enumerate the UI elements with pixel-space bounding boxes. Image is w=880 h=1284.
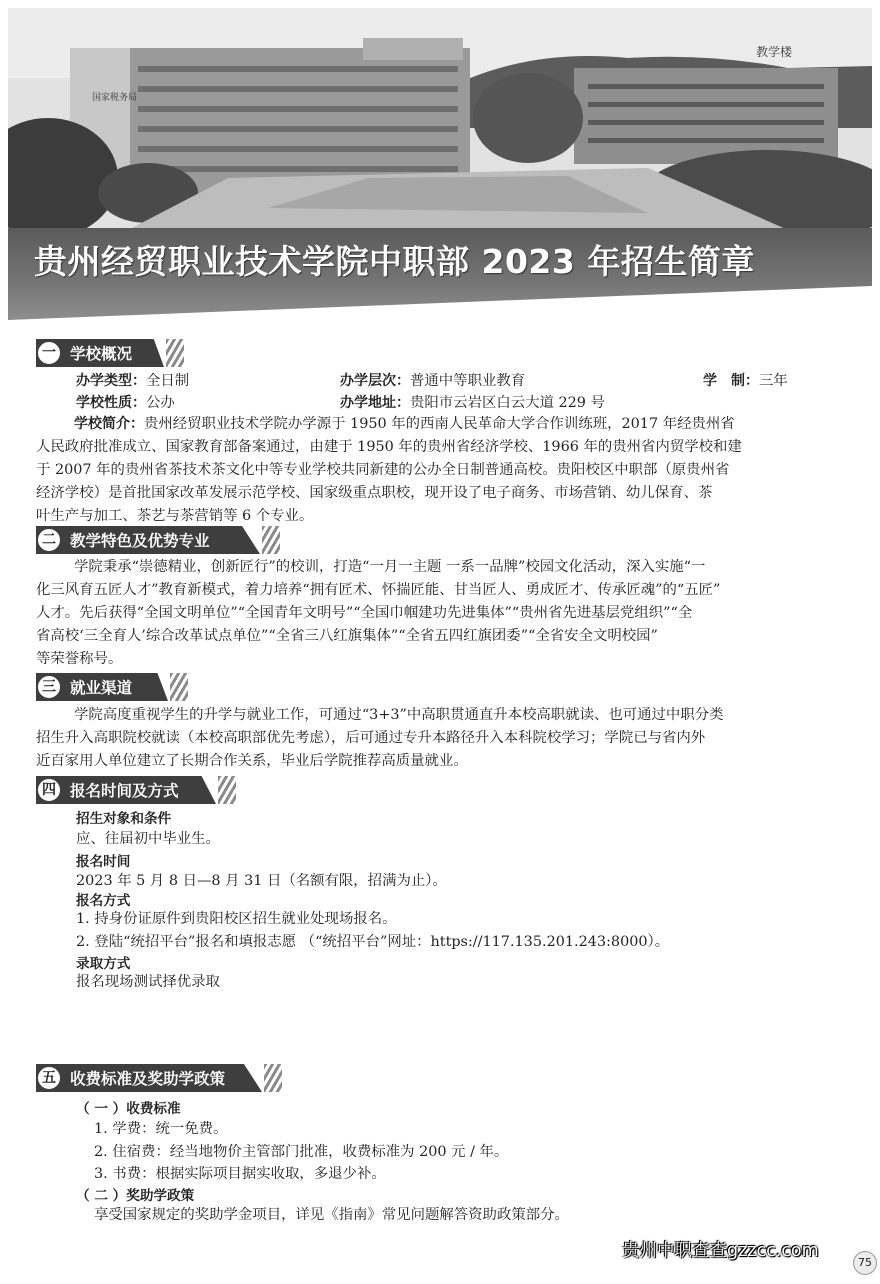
section-title: 收费标准及奖助学政策 [70,1070,226,1088]
info-address [340,391,605,412]
level-label: 办学层次： [340,373,410,389]
section-title: 学校概况 [70,345,133,363]
section-number: 三 [36,674,62,700]
fees-subheading: （ 一 ）收费标准 [76,1101,181,1117]
section-number: 五 [36,1065,62,1091]
aid-subheading: （ 二 ）奖助学政策 [76,1188,195,1204]
section-title: 就业渠道 [70,679,133,697]
page-number: 75 [853,1251,877,1275]
page-title: 贵州经贸职业技术学院中职部 2023 年招生简章 [34,242,755,281]
section-number: 二 [36,527,62,553]
intro-label: 学校简介： [74,416,144,432]
method-item-1: 1. 持身份证原件到贵阳校区招生就业处现场报名。 [76,911,397,927]
nature-value: 公办 [146,395,175,411]
target-text: 应、往届初中毕业生。 [76,831,220,847]
admit-heading: 录取方式 [76,956,131,972]
section-header-employment [36,673,196,701]
fee-item-3: 3. 书费：根据实际项目据实收取，多退少补。 [94,1166,386,1182]
method-item-2: 2. 登陆“统招平台”报名和填报志愿 （“统招平台”网址：https://117.135.201.243:8000）。 [76,934,670,950]
years-label: 学 制： [703,373,759,389]
level-value: 普通中等职业教育 [410,373,526,389]
target-heading: 招生对象和条件 [76,811,172,827]
nature-label: 学校性质： [76,395,146,411]
section-header-fees [36,1064,286,1092]
admit-text: 报名现场测试择优录取 [76,974,220,990]
school-intro: 学校简介：贵州经贸职业技术学院办学源于 1950 年的西南人民革命大学合作训练班，2017 年经贵州省 人民政府批准成立、国家教育部备案通过，由建于 1950 年的贵州省经济学校、1966 年的贵州省内贸学校和建 于 2007 年的贵州省茶技术茶文化中等专业学校共同新建的公办全日制普通高校。贵阳校区中职部（原贵州省 经济学校）是首批国家改革发展示范学校、国家级重点职校，现开设了电子商务、市场营销、幼儿保育、茶 叶生产与加工、茶艺与茶营销等 6 个专业。 [36,416,742,524]
building-sign-right: 教学楼 [756,45,793,59]
section-header-overview [36,339,186,367]
section-header-registration [36,776,246,804]
building-sign-left: 国家税务局 [92,93,138,103]
employment-text: 学院高度重视学生的升学与就业工作，可通过“3+3”中高职贯通直升本校高职就读、也可通过中职分类 招生升入高职院校就读（本校高职部优先考虑），后可通过专升本路径升入本科院校学习；学院已与省内外 近百家用人单位建立了长期合作关系，毕业后学院推荐高质量就业。 [36,707,724,769]
years-value: 三年 [759,373,788,389]
features-text: 学院秉承“崇德精业，创新匠行”的校训，打造“一月一主题 一系一品牌”校园文化活动，深入实施“一 化三风育五匠人才”教育新模式，着力培养“拥有匠术、怀揣匠能、甘当匠人、勇成匠才、传承匠魂”的“五匠” 人才。先后获得“全国文明单位”“全国青年文明号”“全国巾帼建功先进集体”“贵州省先进基层党组织”“全 省高校‘三全育人’综合改革试点单位”“全省三八红旗集体”“全省五四红旗团委”“全省安全文明校园” 等荣誉称号。 [36,559,721,667]
info-row-1 [76,369,189,390]
info-row-2 [76,391,175,412]
section-number: 一 [36,340,62,366]
section-title: 报名时间及方式 [70,782,179,800]
type-value: 全日制 [146,373,190,389]
address-value: 贵阳市云岩区白云大道 229 号 [410,395,605,411]
address-label: 办学地址： [340,395,410,411]
time-text: 2023 年 5 月 8 日—8 月 31 日（名额有限，招满为止）。 [76,873,447,889]
campus-photo-illustration [8,8,872,230]
fee-item-1: 1. 学费：统一免费。 [94,1121,228,1137]
info-years [703,369,788,390]
section-number: 四 [36,777,62,803]
campus-photo [8,8,872,230]
watermark: 贵州中职查查gzzcc.com [622,1241,819,1261]
time-heading: 报名时间 [76,854,131,870]
section-header-features [36,526,286,554]
info-level [340,369,525,390]
section-title: 教学特色及优势专业 [70,532,210,550]
method-heading: 报名方式 [76,893,131,909]
aid-text: 享受国家规定的奖助学金项目，详见《指南》常见问题解答资助政策部分。 [94,1207,569,1223]
type-label: 办学类型： [76,373,146,389]
fee-item-2: 2. 住宿费：经当地物价主管部门批准，收费标准为 200 元 / 年。 [94,1144,509,1160]
